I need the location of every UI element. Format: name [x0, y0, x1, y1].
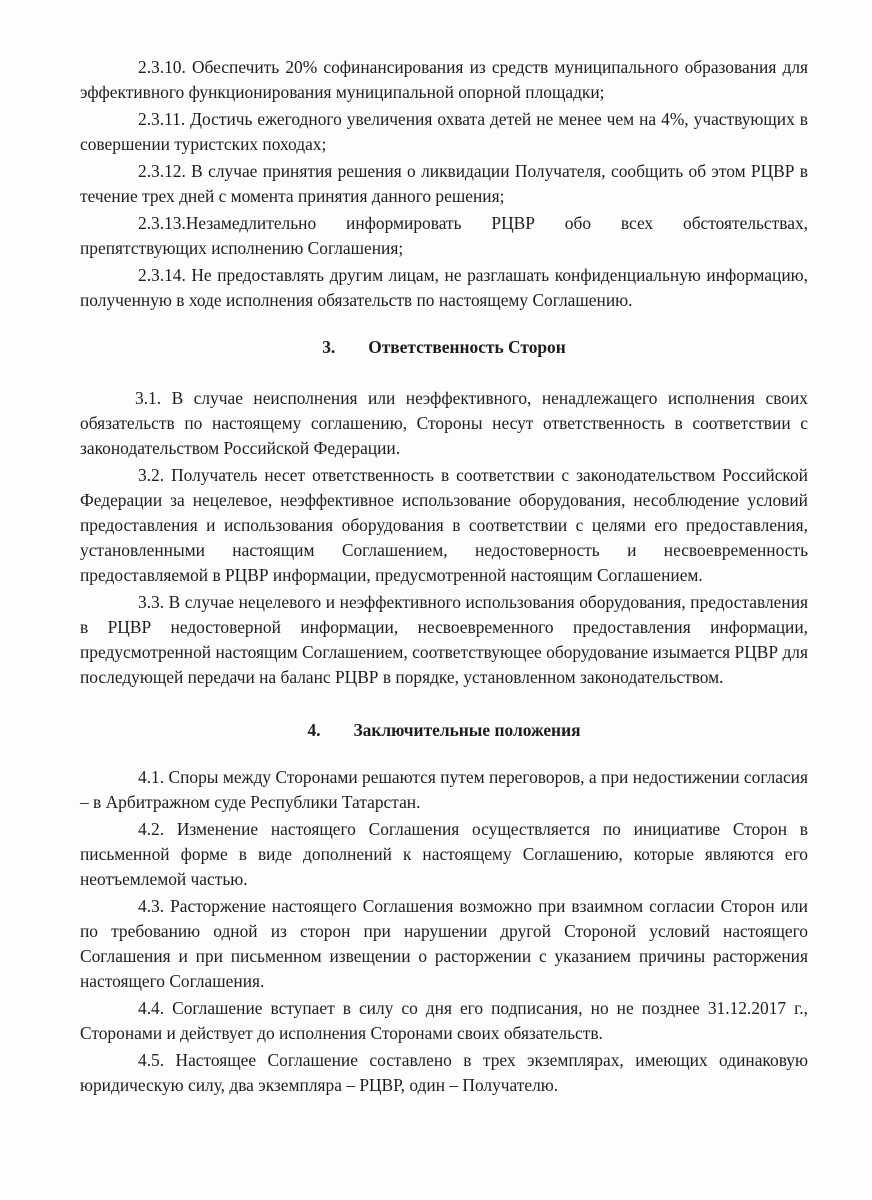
clause-4-2: 4.2. Изменение настоящего Соглашения осуществляется по инициативе Сторон в письменной форме в виде дополнений к настоящему Соглашению, которые являются его неотъемлемой частью. [80, 819, 808, 889]
clause-2-3-13: 2.3.13.Незамедлительно информировать РЦВР обо всех обстоятельствах, препятствующих исполнению Соглашения; [80, 213, 808, 258]
section-4-heading [80, 718, 808, 743]
section-4-title: Заключительные положения [353, 720, 581, 740]
clause-2-3-10: 2.3.10. Обеспечить 20% софинансирования из средств муниципального образования для эффективного функционирования муниципальной опорной площадки; [80, 57, 808, 102]
clause-2-3-11: 2.3.11. Достичь ежегодного увеличения охвата детей не менее чем на 4%, участвующих в совершении туристских походах; [80, 109, 808, 154]
clause-4-5: 4.5. Настоящее Соглашение составлено в трех экземплярах, имеющих одинаковую юридическую силу, два экземпляра – РЦВР, один – Получателю. [80, 1050, 808, 1095]
section-3-title: Ответственность Сторон [368, 337, 566, 357]
section-3-number: 3. [322, 337, 336, 357]
section-4-number: 4. [307, 720, 321, 740]
document-page [80, 55, 808, 1100]
clause-3-2: 3.2. Получатель несет ответственность в соответствии с законодательством Российской Федерации за нецелевое, неэффективное использование оборудования, несоблюдение условий предоставления и использования оборудования в соответствии с целями его предоставления, установленными настоящим Соглашением, недостоверность и несвоевременность предоставляемой в РЦВР информации, предусмотренной настоящим Соглашением. [80, 465, 808, 585]
clause-4-1: 4.1. Споры между Сторонами решаются путем переговоров, а при недостижении согласия – в Арбитражном суде Республики Татарстан. [80, 767, 808, 812]
clause-4-4: 4.4. Соглашение вступает в силу со дня его подписания, но не позднее 31.12.2017 г., Сторонами и действует до исполнения Сторонами своих обязательств. [80, 998, 808, 1043]
clause-4-3: 4.3. Расторжение настоящего Соглашения возможно при взаимном согласии Сторон или по требованию одной из сторон при нарушении другой Стороной условий настоящего Соглашения и при письменном извещении о расторжении с указанием причины расторжения настоящего Соглашения. [80, 896, 808, 991]
clause-3-1: 3.1. В случае неисполнения или неэффективного, ненадлежащего исполнения своих обязательств по настоящему соглашению, Стороны несут ответственность в соответствии с законодательством Российской Федерации. [80, 388, 808, 458]
clause-2-3-12: 2.3.12. В случае принятия решения о ликвидации Получателя, сообщить об этом РЦВР в течение трех дней с момента принятия данного решения; [80, 161, 808, 206]
clause-2-3-14: 2.3.14. Не предоставлять другим лицам, не разглашать конфиденциальную информацию, полученную в ходе исполнения обязательств по настоящему Соглашению. [80, 265, 808, 310]
clause-3-3: 3.3. В случае нецелевого и неэффективного использования оборудования, предоставления в РЦВР недостоверной информации, несвоевременного предоставления информации, предусмотренной настоящим Соглашением, соответствующее оборудование изымается РЦВР для последующей передачи на баланс РЦВР в порядке, установленном законодательством. [80, 592, 808, 687]
section-3-heading [80, 335, 808, 360]
